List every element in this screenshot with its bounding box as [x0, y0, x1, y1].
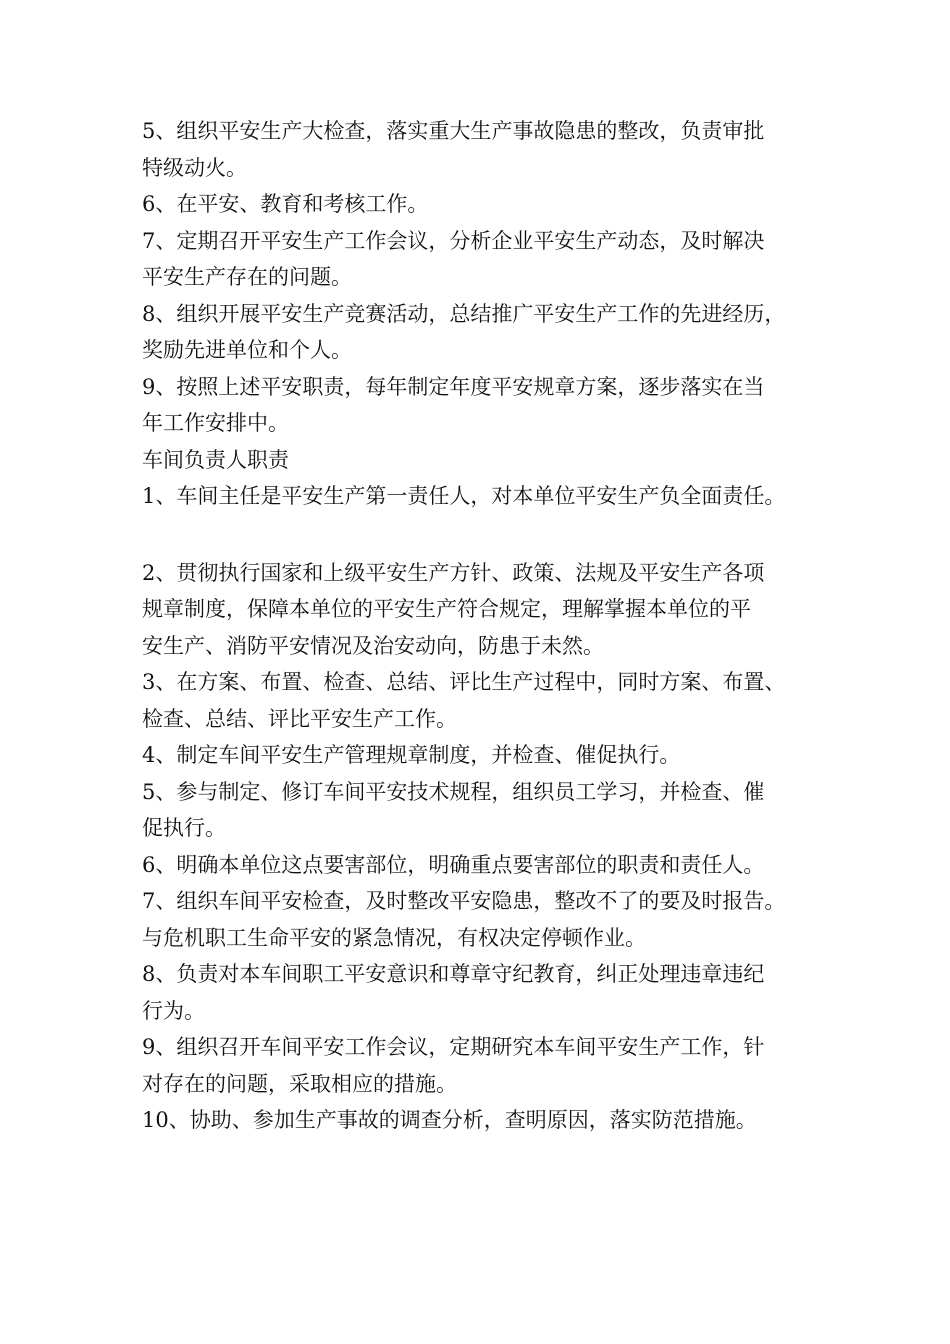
- text-line: 5、组织平安生产大检查，落实重大生产事故隐患的整改，负责审批: [142, 119, 765, 143]
- text-line: 对存在的问题，采取相应的措施。: [142, 1071, 457, 1096]
- text-line: 平安生产存在的问题。: [142, 265, 352, 289]
- text-line: 8、负责对本车间职工平安意识和尊章守纪教育，纠正处理违章违纪: [142, 962, 765, 986]
- paragraph-gap: [142, 515, 842, 555]
- text-line: 9、按照上述平安职责，每年制定年度平安规章方案，逐步落实在当: [142, 374, 765, 399]
- text-line: 1、车间主任是平安生产第一责任人，对本单位平安生产负全面责任。: [142, 484, 786, 508]
- text-line: 年工作安排中。: [142, 411, 289, 435]
- document-body: [142, 113, 842, 1139]
- text-line: 7、定期召开平安生产工作会议，分析企业平安生产动态，及时解决: [142, 228, 765, 253]
- text-line: 8、组织开展平安生产竞赛活动，总结推广平安生产工作的先进经历，: [142, 301, 786, 326]
- text-line: 5、参与制定、修订车间平安技术规程，组织员工学习，并检查、催: [142, 779, 765, 804]
- text-line: 促执行。: [142, 816, 226, 840]
- text-line: 安生产、消防平安情况及治安动向，防患于未然。: [142, 633, 604, 658]
- text-line: 4、制定车间平安生产管理规章制度，并检查、催促执行。: [142, 743, 681, 767]
- text-line: 与危机职工生命平安的紧急情况，有权决定停顿作业。: [142, 925, 646, 950]
- text-line: 奖励先进单位和个人。: [142, 338, 352, 362]
- text-line: 行为。: [142, 998, 205, 1023]
- text-line: 规章制度，保障本单位的平安生产符合规定，理解掌握本单位的平: [142, 597, 751, 621]
- text-line: 2、贯彻执行国家和上级平安生产方针、政策、法规及平安生产各项: [142, 560, 765, 585]
- section-heading: 车间负责人职责: [142, 447, 289, 472]
- text-line: 7、组织车间平安检查，及时整改平安隐患，整改不了的要及时报告。: [142, 889, 786, 913]
- text-line: 9、组织召开车间平安工作会议，定期研究本车间平安生产工作，针: [142, 1035, 765, 1059]
- text-line: 特级动火。: [142, 155, 247, 180]
- text-line: 10、协助、参加生产事故的调查分析，查明原因，落实防范措施。: [142, 1108, 757, 1132]
- text-line: 检查、总结、评比平安生产工作。: [142, 706, 457, 731]
- text-line: 6、明确本单位这点要害部位，明确重点要害部位的职责和责任人。: [142, 852, 765, 877]
- text-line: 3、在方案、布置、检查、总结、评比生产过程中，同时方案、布置、: [142, 670, 786, 694]
- text-line: 6、在平安、教育和考核工作。: [142, 192, 429, 216]
